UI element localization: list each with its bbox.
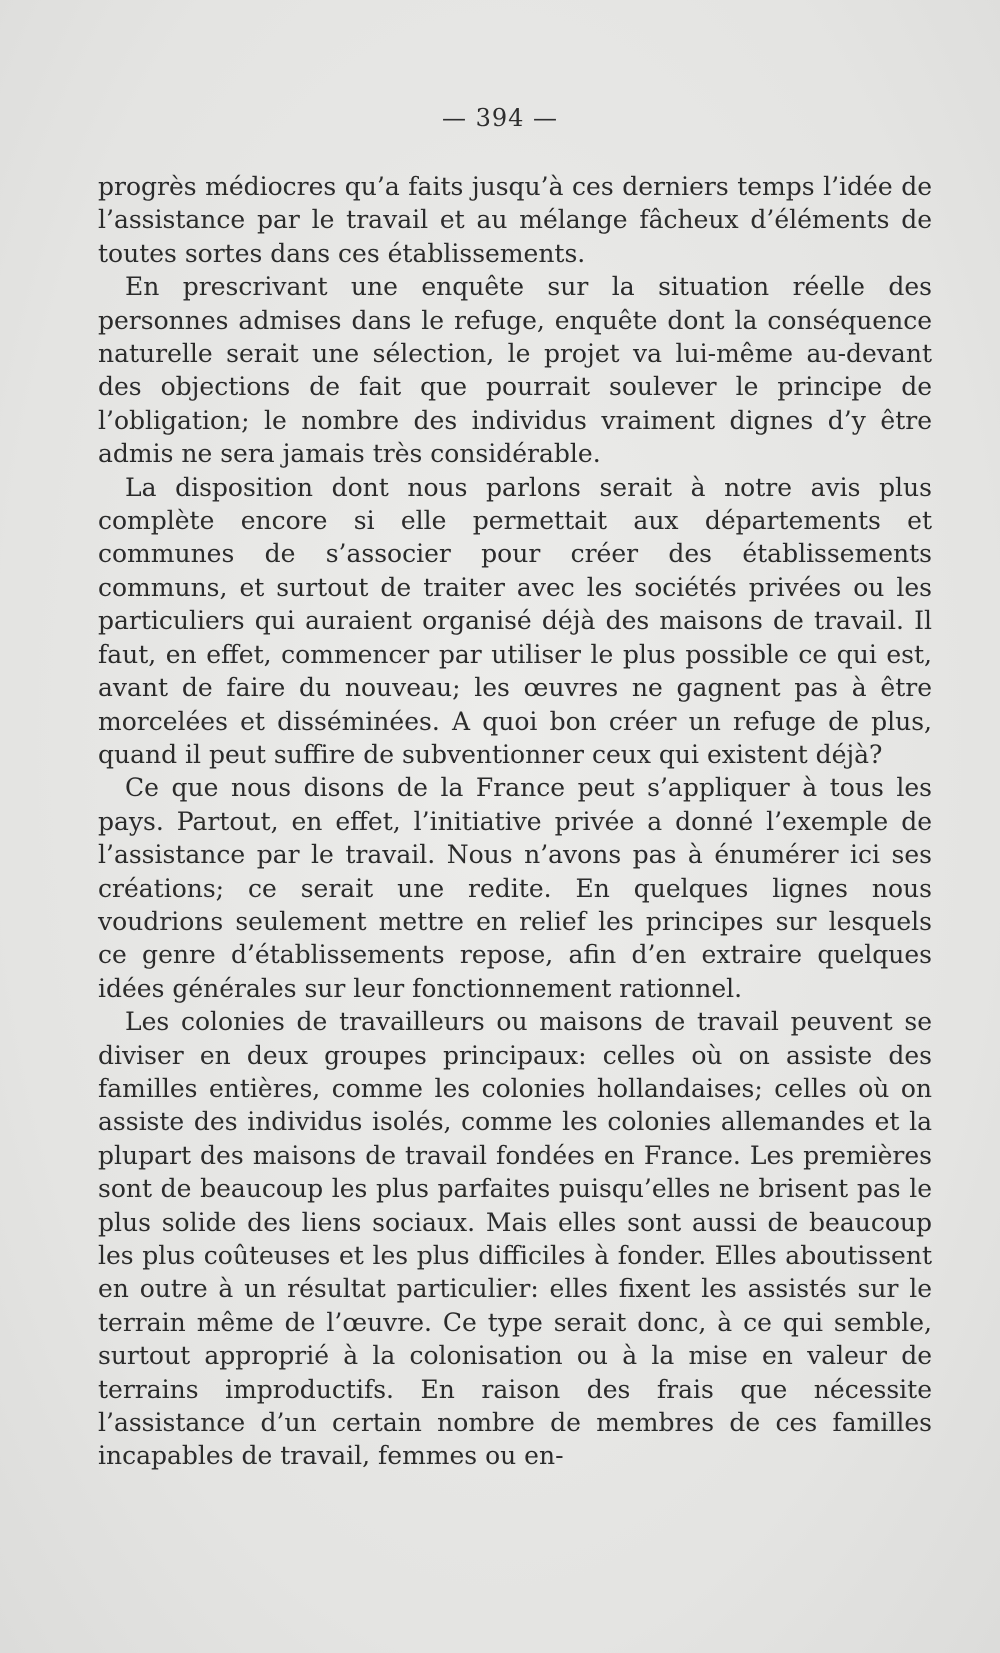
paragraph-disposition: La disposition dont nous parlons serait à notre avis plus complète encore si elle permettait aux départements et communes de s’associer pour créer des établissements communs, et surtout de traiter avec les sociétés privées ou les particuliers qui auraient organisé déjà des maisons de travail. Il faut, en effet, commencer par utiliser le plus possible ce qui est, avant de faire du nouveau; les œuvres ne gagnent pas à être morcelées et disséminées. A quoi bon créer un refuge de plus, quand il peut suffire de subventionner ceux qui existent déjà? [98, 472, 932, 769]
paragraph-colonies: Les colonies de travailleurs ou maisons de travail peuvent se diviser en deux groupes principaux: celles où on assiste des familles entières, comme les colonies hollandaises; celles où on assiste des individus isolés, comme les colonies allemandes et la plupart des maisons de travail fondées en France. Les premières sont de beaucoup les plus parfaites puisqu’elles ne brisent pas le plus solide des liens sociaux. Mais elles sont aussi de beaucoup les plus coûteuses et les plus difficiles à fonder. Elles aboutissent en outre à un résultat particulier: elles fixent les assistés sur le terrain même de l’œuvre. Ce type serait donc, à ce qui semble, surtout approprié à la colonisation ou à la mise en valeur de terrains improductifs. En raison des frais que nécessite l’assistance d’un certain nombre de membres de ces familles incapables de travail, femmes ou en- [98, 1007, 932, 1471]
paragraph-france: Ce que nous disons de la France peut s’appliquer à tous les pays. Partout, en effet, l’initiative privée a donné l’exemple de l’assistance par le travail. Nous n’avons pas à énumérer ici ses créations; ce serait une redite. En quelques lignes nous voudrions seulement mettre en relief les principes sur lesquels ce genre d’établissements repose, afin d’en extraire quelques idées générales sur leur fonctionnement rationnel. [98, 773, 932, 1003]
page-number: — 394 — [441, 104, 559, 132]
paragraph-continued: progrès médiocres qu’a faits jusqu’à ces derniers temps l’idée de l’assistance par le travail et au mélange fâcheux d’éléments de toutes sortes dans ces établissements. [98, 172, 932, 268]
paragraph-enquete: En prescrivant une enquête sur la situation réelle des personnes admises dans le refuge, enquête dont la conséquence naturelle serait une sélection, le projet va lui-même au-devant des objections de fait que pourrait soulever le principe de l’obligation; le nombre des individus vraiment dignes d’y être admis ne sera jamais très considérable. [98, 272, 932, 469]
body-text [98, 170, 932, 1473]
